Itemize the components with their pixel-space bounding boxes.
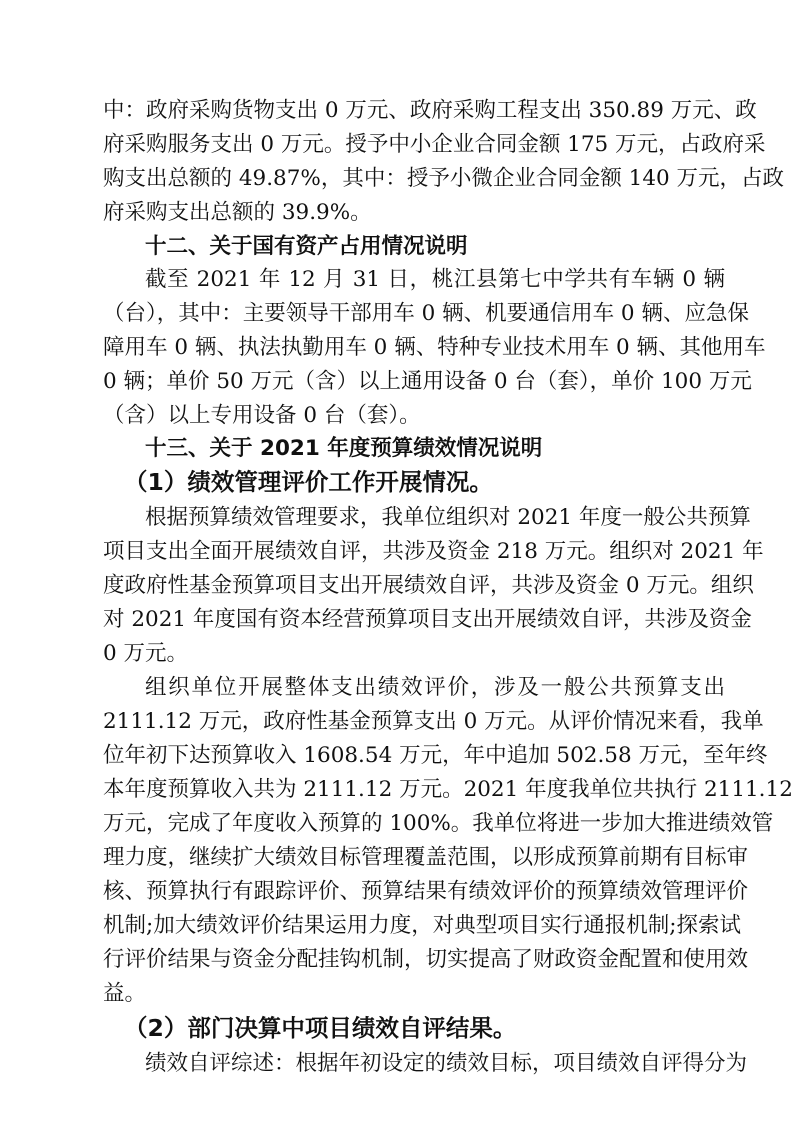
text-line: 对 2021 年度国有资本经营预算项目支出开展绩效自评，共涉及资金 bbox=[103, 607, 752, 632]
text-line: 核、预算执行有跟踪评价、预算结果有绩效评价的预算绩效管理评价 bbox=[103, 879, 749, 904]
text-line: 组织单位开展整体支出绩效评价，涉及一般公共预算支出 bbox=[145, 675, 725, 700]
text-line: 机制;加大绩效评价结果运用力度，对典型项目实行通报机制;探索试 bbox=[103, 913, 741, 938]
text-line: 行评价结果与资金分配挂钩机制，切实提高了财政资金配置和使用效 bbox=[103, 947, 749, 972]
text-line: （含）以上专用设备 0 台（套）。 bbox=[103, 403, 421, 428]
text-line: 购支出总额的 49.87%，其中：授予小微企业合同金额 140 万元，占政 bbox=[103, 166, 785, 191]
text-line: 府采购支出总额的 39.9%。 bbox=[103, 200, 372, 225]
text-line: 万元，完成了年度收入预算的 100%。我单位将进一步加大推进绩效管 bbox=[103, 811, 774, 836]
text-line: 本年度预算收入共为 2111.12 万元。2021 年度我单位共执行 2111.12 bbox=[103, 777, 793, 802]
text-line: 2111.12 万元，政府性基金预算支出 0 万元。从评价情况来看，我单 bbox=[103, 709, 764, 734]
section-heading-12: 十二、关于国有资产占用情况说明 bbox=[145, 234, 468, 259]
section-heading-13: 十三、关于 2021 年度预算绩效情况说明 bbox=[145, 436, 543, 461]
text-line: 中：政府采购货物支出 0 万元、政府采购工程支出 350.89 万元、政 bbox=[103, 98, 757, 123]
text-line: 截至 2021 年 12 月 31 日，桃江县第七中学共有车辆 0 辆 bbox=[145, 267, 725, 292]
text-line: 根据预算绩效管理要求，我单位组织对 2021 年度一般公共预算 bbox=[145, 505, 751, 530]
text-line: 0 万元。 bbox=[103, 641, 189, 666]
text-line: 项目支出全面开展绩效自评，共涉及资金 218 万元。组织对 2021 年 bbox=[103, 539, 764, 564]
text-line: 度政府性基金预算项目支出开展绩效自评，共涉及资金 0 万元。组织 bbox=[103, 573, 754, 598]
text-line: （台），其中：主要领导干部用车 0 辆、机要通信用车 0 辆、应急保 bbox=[103, 301, 749, 326]
text-line: 益。 bbox=[103, 981, 147, 1006]
subsection-heading-2: （2）部门决算中项目绩效自评结果。 bbox=[124, 1014, 517, 1042]
text-line: 障用车 0 辆、执法执勤用车 0 辆、特种专业技术用车 0 辆、其他用车 bbox=[103, 335, 766, 360]
text-line: 位年初下达预算收入 1608.54 万元，年中追加 502.58 万元，至年终 bbox=[103, 743, 768, 768]
text-line: 理力度，继续扩大绩效目标管理覆盖范围，以形成预算前期有目标审 bbox=[103, 845, 749, 870]
text-line: 绩效自评综述：根据年初设定的绩效目标，项目绩效自评得分为 bbox=[145, 1051, 748, 1076]
text-line: 0 辆；单价 50 万元（含）以上通用设备 0 台（套），单价 100 万元 bbox=[103, 369, 752, 394]
subsection-heading-1: （1）绩效管理评价工作开展情况。 bbox=[124, 468, 493, 496]
text-line: 府采购服务支出 0 万元。授予中小企业合同金额 175 万元，占政府采 bbox=[103, 132, 766, 157]
